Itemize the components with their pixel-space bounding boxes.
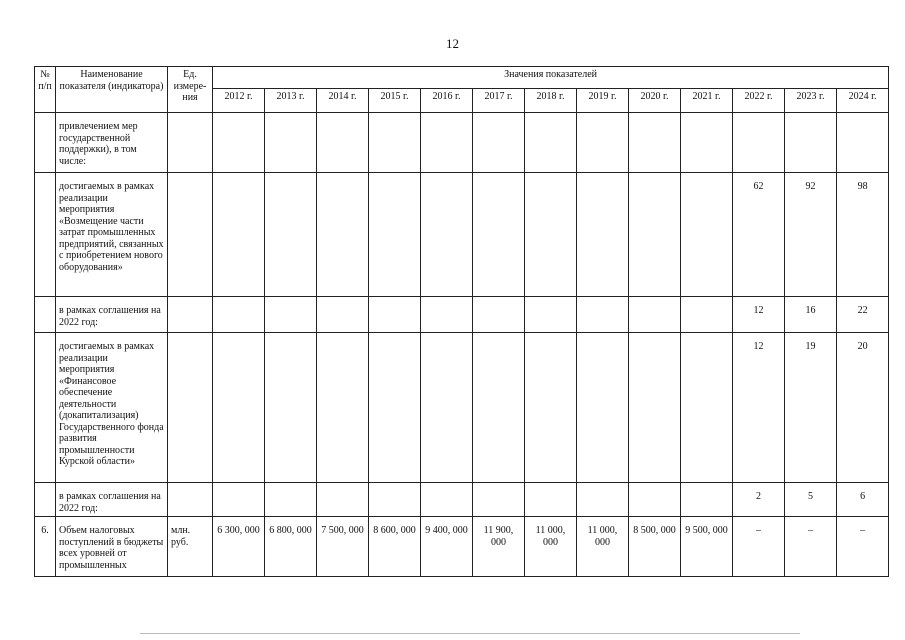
value-cell: [525, 483, 577, 517]
value-cell: [213, 483, 265, 517]
value-cell: [421, 333, 473, 483]
value-cell: [681, 173, 733, 297]
value-cell: [473, 173, 525, 297]
header-name: Наименование показателя (индикатора): [56, 67, 168, 113]
year-header: 2012 г.: [213, 89, 265, 113]
value-cell: [421, 173, 473, 297]
value-cell: 6 300, 000: [213, 517, 265, 577]
value-cell: 6 800, 000: [265, 517, 317, 577]
indicator-unit: [168, 483, 213, 517]
value-cell: [265, 483, 317, 517]
value-cell: [577, 113, 629, 173]
year-header: 2019 г.: [577, 89, 629, 113]
value-cell: [369, 333, 421, 483]
row-number: 6.: [35, 517, 56, 577]
indicator-unit: [168, 173, 213, 297]
value-cell: 22: [837, 297, 889, 333]
indicator-unit: [168, 113, 213, 173]
value-cell: [265, 333, 317, 483]
value-cell: [629, 297, 681, 333]
value-cell: 19: [785, 333, 837, 483]
value-cell: [317, 297, 369, 333]
value-cell: 9 400, 000: [421, 517, 473, 577]
table-row: [35, 333, 889, 483]
value-cell: 9 500, 000: [681, 517, 733, 577]
value-cell: [317, 113, 369, 173]
value-cell: [733, 113, 785, 173]
value-cell: [473, 297, 525, 333]
value-cell: [369, 483, 421, 517]
year-header: 2017 г.: [473, 89, 525, 113]
indicator-name: в рамках соглашения на 2022 год:: [56, 483, 168, 517]
year-header: 2021 г.: [681, 89, 733, 113]
indicator-name: достигаемых в рамках реализации мероприятия «Возмещение части затрат промышленных предприятий, связанных с приобретением нового оборудования»: [56, 173, 168, 297]
indicator-unit: [168, 333, 213, 483]
value-cell: [681, 483, 733, 517]
value-cell: –: [733, 517, 785, 577]
year-header: 2022 г.: [733, 89, 785, 113]
value-cell: [473, 113, 525, 173]
year-header: 2014 г.: [317, 89, 369, 113]
value-cell: 8 500, 000: [629, 517, 681, 577]
value-cell: [265, 113, 317, 173]
value-cell: [421, 297, 473, 333]
indicator-name: достигаемых в рамках реализации мероприятия «Финансовое обеспечение деятельности (докапитализация) Государственного фонда развития промышленности Курской области»: [56, 333, 168, 483]
value-cell: [421, 113, 473, 173]
value-cell: [629, 113, 681, 173]
value-cell: –: [837, 517, 889, 577]
value-cell: [317, 173, 369, 297]
value-cell: [213, 173, 265, 297]
value-cell: 2: [733, 483, 785, 517]
value-cell: 12: [733, 297, 785, 333]
value-cell: [681, 333, 733, 483]
value-cell: [369, 173, 421, 297]
value-cell: 6: [837, 483, 889, 517]
table-row: [35, 297, 889, 333]
row-number: [35, 113, 56, 173]
value-cell: [577, 297, 629, 333]
value-cell: [265, 173, 317, 297]
value-cell: 16: [785, 297, 837, 333]
value-cell: 11 000, 000: [577, 517, 629, 577]
value-cell: [317, 333, 369, 483]
value-cell: [525, 173, 577, 297]
year-header: 2023 г.: [785, 89, 837, 113]
header-num: № п/п: [35, 67, 56, 113]
row-number: [35, 173, 56, 297]
indicator-name: привлечением мер государственной поддержки), в том числе:: [56, 113, 168, 173]
value-cell: [785, 113, 837, 173]
value-cell: [369, 297, 421, 333]
value-cell: [577, 173, 629, 297]
indicator-unit: [168, 297, 213, 333]
indicator-name: в рамках соглашения на 2022 год:: [56, 297, 168, 333]
value-cell: 92: [785, 173, 837, 297]
value-cell: 12: [733, 333, 785, 483]
value-cell: [473, 333, 525, 483]
value-cell: [837, 113, 889, 173]
value-cell: 98: [837, 173, 889, 297]
value-cell: [525, 113, 577, 173]
table-row: [35, 483, 889, 517]
value-cell: 62: [733, 173, 785, 297]
value-cell: 11 900, 000: [473, 517, 525, 577]
value-cell: [629, 173, 681, 297]
value-cell: –: [785, 517, 837, 577]
year-header: 2015 г.: [369, 89, 421, 113]
value-cell: [473, 483, 525, 517]
indicator-name: Объем налоговых поступлений в бюджеты всех уровней от промышленных: [56, 517, 168, 577]
value-cell: [213, 297, 265, 333]
value-cell: [213, 333, 265, 483]
header-values: Значения показателей: [213, 67, 889, 89]
table-row: [35, 517, 889, 577]
value-cell: [629, 483, 681, 517]
value-cell: [525, 297, 577, 333]
value-cell: [265, 297, 317, 333]
value-cell: [369, 113, 421, 173]
value-cell: [525, 333, 577, 483]
row-number: [35, 297, 56, 333]
page-number: 12: [446, 36, 459, 51]
value-cell: [317, 483, 369, 517]
indicator-unit: млн. руб.: [168, 517, 213, 577]
header-row-1: [35, 67, 889, 89]
value-cell: 20: [837, 333, 889, 483]
value-cell: 11 000, 000: [525, 517, 577, 577]
value-cell: [577, 333, 629, 483]
row-number: [35, 333, 56, 483]
value-cell: [213, 113, 265, 173]
value-cell: 8 600, 000: [369, 517, 421, 577]
value-cell: [577, 483, 629, 517]
indicators-table: [34, 66, 889, 577]
year-header: 2020 г.: [629, 89, 681, 113]
value-cell: [681, 297, 733, 333]
value-cell: [681, 113, 733, 173]
year-header: 2013 г.: [265, 89, 317, 113]
page-bottom-rule: [140, 633, 800, 634]
row-number: [35, 483, 56, 517]
value-cell: [421, 483, 473, 517]
table-row: [35, 173, 889, 297]
value-cell: [629, 333, 681, 483]
value-cell: 5: [785, 483, 837, 517]
table-row: [35, 113, 889, 173]
year-header: 2018 г.: [525, 89, 577, 113]
year-header: 2016 г.: [421, 89, 473, 113]
header-unit: Ед. измере-ния: [168, 67, 213, 113]
year-header: 2024 г.: [837, 89, 889, 113]
value-cell: 7 500, 000: [317, 517, 369, 577]
